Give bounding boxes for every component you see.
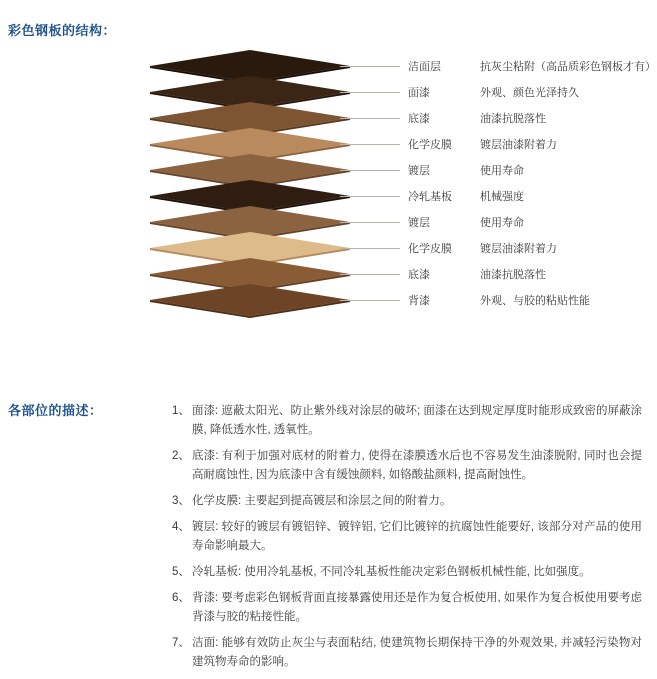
description-item [172, 589, 642, 627]
leader-line [340, 118, 400, 119]
layer-desc-label: 机械强度 [480, 191, 524, 203]
layer-row [150, 50, 656, 76]
layer-row [150, 206, 650, 232]
leader-line [340, 196, 400, 197]
layer-row [150, 180, 650, 206]
layer-name-label: 面漆 [408, 87, 430, 99]
leader-line [340, 170, 400, 171]
layer-desc-label: 抗灰尘粘附（高品质彩色钢板才有） [480, 61, 656, 73]
structure-section-title: 彩色钢板的结构： [8, 23, 117, 38]
layer-row [150, 102, 650, 128]
description-item-number: 6、 [172, 592, 190, 604]
leader-line [340, 66, 400, 67]
leader-line [340, 300, 400, 301]
layer-name-label: 镀层 [408, 217, 430, 229]
steel-plate-layer-diagram [150, 50, 656, 360]
description-item-number: 4、 [172, 521, 190, 533]
layer-name-label: 化学皮膜 [408, 139, 452, 151]
description-item-number: 5、 [172, 566, 190, 578]
description-item-text: 底漆: 有利于加强对底材的附着力, 使得在漆膜透水后也不容易发生油漆脱附, 同时也会提高耐腐蚀性, 因为底漆中含有缓蚀颜料, 如铬酸盐颜料, 提高耐蚀性。 [192, 450, 642, 481]
description-list [172, 402, 642, 679]
layer-name-label: 镀层 [408, 165, 430, 177]
layer-row [150, 232, 650, 258]
description-item-text: 面漆: 遮蔽太阳光、防止紫外线对涂层的破坏; 面漆在达到规定厚度时能形成致密的屏蔽涂膜, 降低透水性, 透氧性。 [192, 405, 642, 436]
description-item-text: 背漆: 要考虑彩色钢板背面直接暴露使用还是作为复合板使用, 如果作为复合板使用要考虑背漆与胶的粘接性能。 [192, 592, 642, 623]
layer-row [150, 76, 650, 102]
description-item [172, 447, 642, 485]
layer-name-label: 洁面层 [408, 61, 441, 73]
description-item [172, 402, 642, 440]
layer-desc-label: 外观、颜色光泽持久 [480, 87, 579, 99]
description-section-title: 各部位的描述： [8, 403, 103, 418]
layer-name-label: 冷轧基板 [408, 191, 452, 203]
layer-desc-label: 镀层油漆附着力 [480, 243, 557, 255]
layer-desc-label: 镀层油漆附着力 [480, 139, 557, 151]
layer-name-label: 底漆 [408, 269, 430, 281]
leader-line [340, 274, 400, 275]
layer-row [150, 284, 650, 310]
layer-desc-label: 使用寿命 [480, 165, 524, 177]
layer-row [150, 154, 650, 180]
description-item-number: 7、 [172, 637, 190, 649]
layer-slab [150, 284, 350, 318]
description-item [172, 518, 642, 556]
description-item-text: 化学皮膜: 主要起到提高镀层和涂层之间的附着力。 [192, 495, 452, 507]
layer-name-label: 背漆 [408, 295, 430, 307]
leader-line [340, 144, 400, 145]
layer-desc-label: 油漆抗脱落性 [480, 113, 546, 125]
description-item-text: 镀层: 较好的镀层有镀铝锌、镀锌铝, 它们比镀锌的抗腐蚀性能要好, 该部分对产品的使用寿命影响最大。 [192, 521, 642, 552]
layer-desc-label: 油漆抗脱落性 [480, 269, 546, 281]
leader-line [340, 248, 400, 249]
description-item-number: 2、 [172, 450, 190, 462]
layer-name-label: 底漆 [408, 113, 430, 125]
description-item [172, 492, 642, 511]
leader-line [340, 92, 400, 93]
description-item-text: 冷轧基板: 使用冷轧基板, 不同冷轧基板性能决定彩色钢板机械性能, 比如强度。 [192, 566, 591, 578]
layer-name-label: 化学皮膜 [408, 243, 452, 255]
description-item-number: 1、 [172, 405, 190, 417]
layer-row [150, 258, 650, 284]
description-item-number: 3、 [172, 495, 190, 507]
layer-desc-label: 使用寿命 [480, 217, 524, 229]
description-item [172, 634, 642, 672]
leader-line [340, 222, 400, 223]
description-item [172, 563, 642, 582]
layer-row [150, 128, 650, 154]
description-item-text: 洁面: 能够有效防止灰尘与表面粘结, 使建筑物长期保持干净的外观效果, 并减轻污染物对建筑物寿命的影响。 [192, 637, 642, 668]
layer-desc-label: 外观、与胶的粘贴性能 [480, 295, 590, 307]
